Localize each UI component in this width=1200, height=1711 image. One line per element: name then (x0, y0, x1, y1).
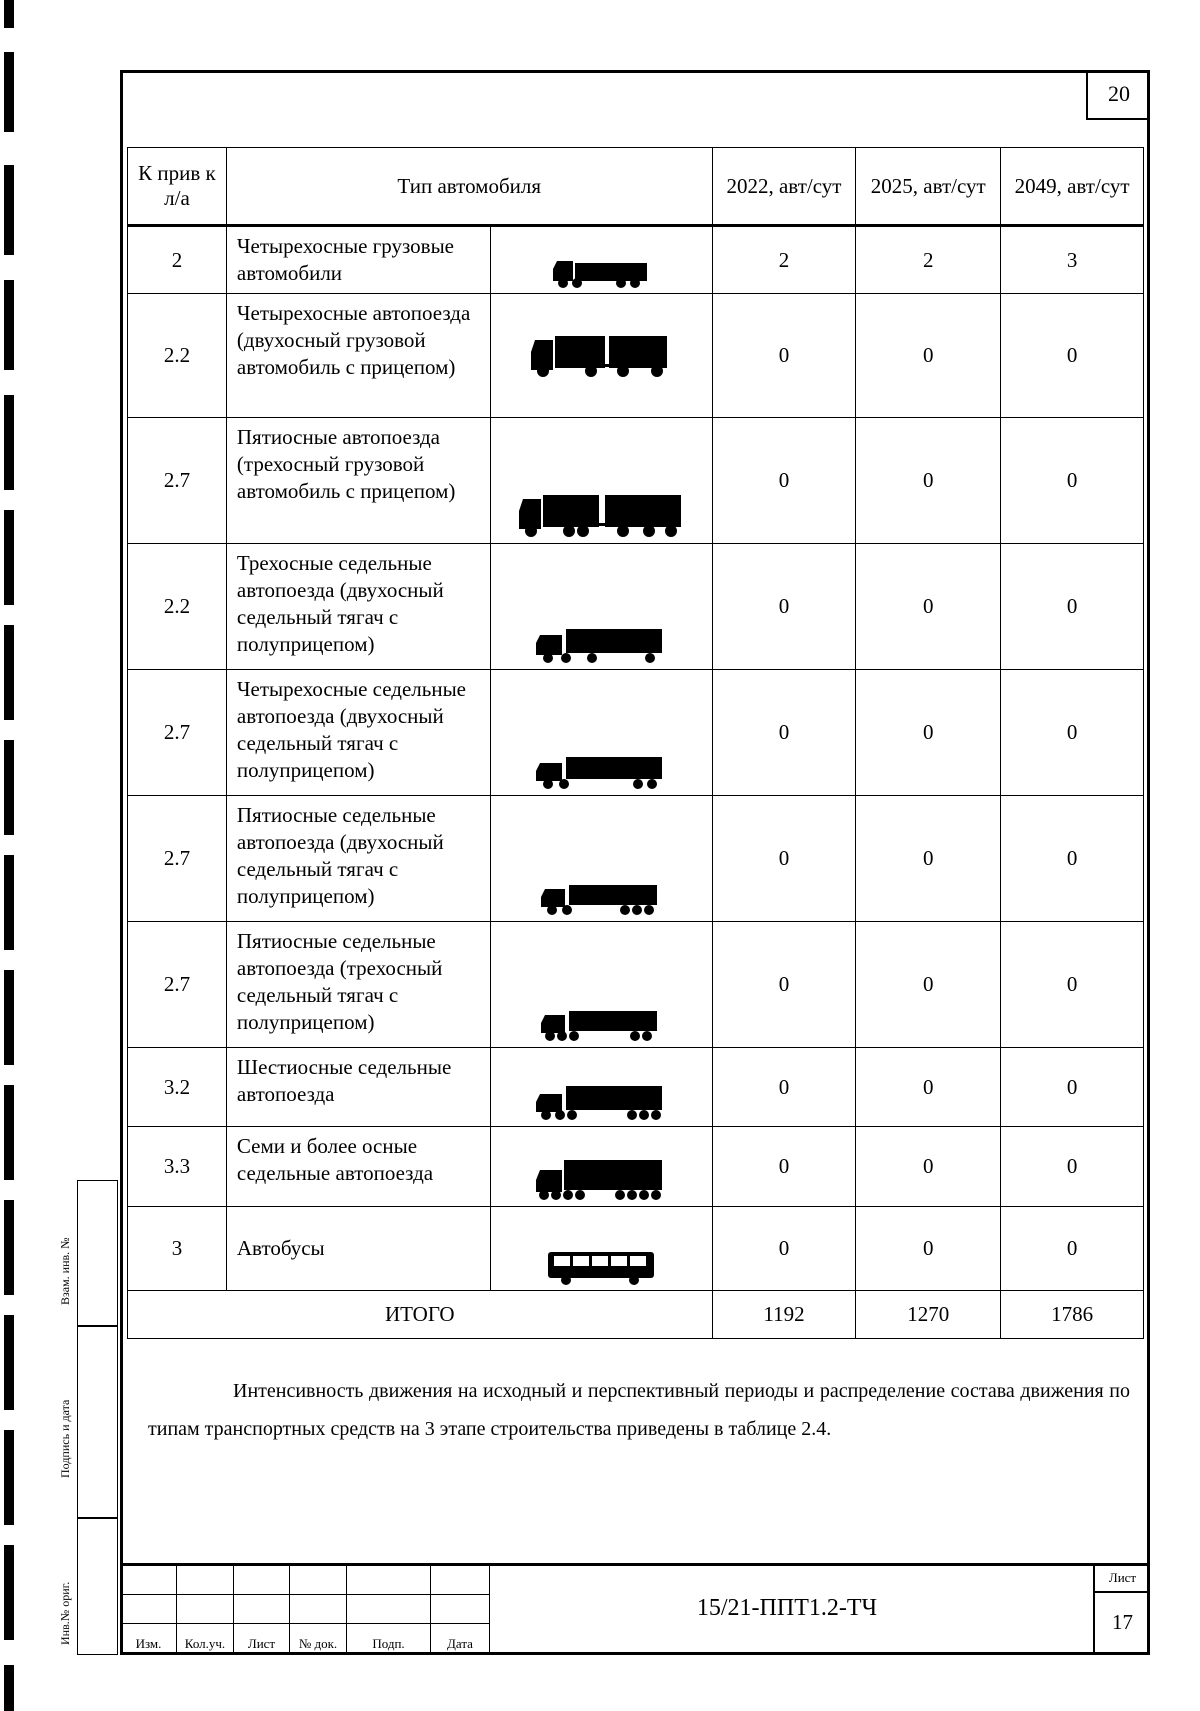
value-2022: 0 (712, 922, 856, 1048)
row-k: 2.7 (128, 670, 227, 796)
total-2022: 1192 (712, 1291, 856, 1339)
stamp-col-ndok: № док. (290, 1624, 347, 1653)
row-type: Трехосные седельные автопоезда (двухосный седельный тягач с полуприцепом) (226, 544, 490, 670)
stamp-col-koluch: Кол.уч. (177, 1624, 234, 1653)
value-2049: 0 (1001, 294, 1144, 418)
row-type: Четырехосные седельные автопоезда (двухосный седельный тягач с полуприцепом) (226, 670, 490, 796)
body-paragraph: Интенсивность движения на исходный и перспективный периоды и распределение состава движения по типам транспортных средств на 3 этапе строительства приведены в таблице 2.4. (148, 1380, 1130, 1440)
value-2049: 0 (1001, 1207, 1144, 1291)
table-row (128, 226, 1144, 294)
value-2022: 0 (712, 544, 856, 670)
stamp-col-izm: Изм. (121, 1624, 177, 1653)
value-2025: 0 (856, 418, 1001, 544)
side-label-zam: Взам. инв. № (58, 1237, 72, 1305)
total-2049: 1786 (1001, 1291, 1144, 1339)
semi-7axle-icon (490, 1127, 712, 1207)
header-2022: 2022, авт/сут (712, 148, 856, 226)
row-type: Четырехосные автопоезда (двухосный грузовой автомобиль с прицепом) (226, 294, 490, 418)
row-k: 2.2 (128, 294, 227, 418)
value-2022: 0 (712, 796, 856, 922)
row-k: 3 (128, 1207, 227, 1291)
stamp-col-list: Лист (234, 1624, 290, 1653)
row-type: Четырехосные грузовые автомобили (226, 226, 490, 294)
row-type: Пятиосные седельные автопоезда (двухосный седельный тягач с полуприцепом) (226, 796, 490, 922)
row-k: 3.2 (128, 1048, 227, 1127)
value-2025: 0 (856, 1207, 1001, 1291)
row-type: Семи и более осные седельные автопоезда (226, 1127, 490, 1207)
table-row (128, 922, 1144, 1048)
value-2025: 0 (856, 670, 1001, 796)
value-2049: 0 (1001, 1048, 1144, 1127)
table-row (128, 670, 1144, 796)
value-2049: 0 (1001, 922, 1144, 1048)
value-2049: 0 (1001, 796, 1144, 922)
side-cell-podp (77, 1326, 118, 1518)
value-2025: 2 (856, 226, 1001, 294)
value-2022: 0 (712, 1127, 856, 1207)
side-label-podp: Подпись и дата (58, 1399, 72, 1478)
row-type: Автобусы (226, 1207, 490, 1291)
stamp-col-data: Дата (431, 1624, 490, 1653)
sheet-number: 17 (1093, 1593, 1150, 1652)
header-k: К прив к л/а (128, 148, 227, 226)
value-2049: 3 (1001, 226, 1144, 294)
value-2025: 0 (856, 1048, 1001, 1127)
row-k: 2.2 (128, 544, 227, 670)
total-label: ИТОГО (128, 1291, 713, 1339)
table-row (128, 796, 1144, 922)
row-type: Пятиосные седельные автопоезда (трехосный седельный тягач с полуприцепом) (226, 922, 490, 1048)
value-2049: 0 (1001, 1127, 1144, 1207)
semi-5axle-icon (490, 796, 712, 922)
road-train-3axle-trailer-icon (490, 418, 712, 544)
table-row (128, 1207, 1144, 1291)
table-header-row (128, 148, 1144, 226)
title-block (120, 1565, 490, 1653)
traffic-table (127, 147, 1144, 1339)
total-row (128, 1291, 1144, 1339)
side-cell-zam (77, 1180, 118, 1326)
table-row (128, 418, 1144, 544)
side-label-inv: Инв.№ ориг. (58, 1581, 72, 1645)
value-2022: 0 (712, 1207, 856, 1291)
table-row (128, 294, 1144, 418)
value-2022: 0 (712, 418, 856, 544)
total-2025: 1270 (856, 1291, 1001, 1339)
semi-6axle-icon (490, 1048, 712, 1127)
road-train-2axle-trailer-icon (490, 294, 712, 418)
table-row (128, 544, 1144, 670)
row-type: Пятиосные автопоезда (трехосный грузовой автомобиль с прицепом) (226, 418, 490, 544)
semi-5axle-3axle-tractor-icon (490, 922, 712, 1048)
table-row (128, 1127, 1144, 1207)
row-k: 3.3 (128, 1127, 227, 1207)
value-2025: 0 (856, 294, 1001, 418)
row-k: 2.7 (128, 418, 227, 544)
row-k: 2.7 (128, 922, 227, 1048)
header-type: Тип автомобиля (226, 148, 712, 226)
document-code: 15/21-ППТ1.2-ТЧ (696, 1595, 878, 1621)
value-2025: 0 (856, 796, 1001, 922)
truck-4axle-icon (490, 226, 712, 294)
value-2025: 0 (856, 1127, 1001, 1207)
value-2049: 0 (1001, 544, 1144, 670)
semi-4axle-icon (490, 670, 712, 796)
row-k: 2 (128, 226, 227, 294)
binder-marks (4, 0, 14, 1711)
value-2025: 0 (856, 544, 1001, 670)
stamp-col-podp: Подп. (347, 1624, 431, 1653)
sheet-label: Лист (1093, 1565, 1150, 1593)
row-type: Шестиосные седельные автопоезда (226, 1048, 490, 1127)
value-2049: 0 (1001, 418, 1144, 544)
header-2049: 2049, авт/сут (1001, 148, 1144, 226)
page-number-top: 20 (1086, 70, 1150, 120)
header-2025: 2025, авт/сут (856, 148, 1001, 226)
value-2022: 2 (712, 226, 856, 294)
value-2049: 0 (1001, 670, 1144, 796)
bus-icon (490, 1207, 712, 1291)
semi-3axle-icon (490, 544, 712, 670)
table-row (128, 1048, 1144, 1127)
value-2025: 0 (856, 922, 1001, 1048)
value-2022: 0 (712, 670, 856, 796)
row-k: 2.7 (128, 796, 227, 922)
side-cell-inv (77, 1518, 118, 1655)
value-2022: 0 (712, 294, 856, 418)
value-2022: 0 (712, 1048, 856, 1127)
